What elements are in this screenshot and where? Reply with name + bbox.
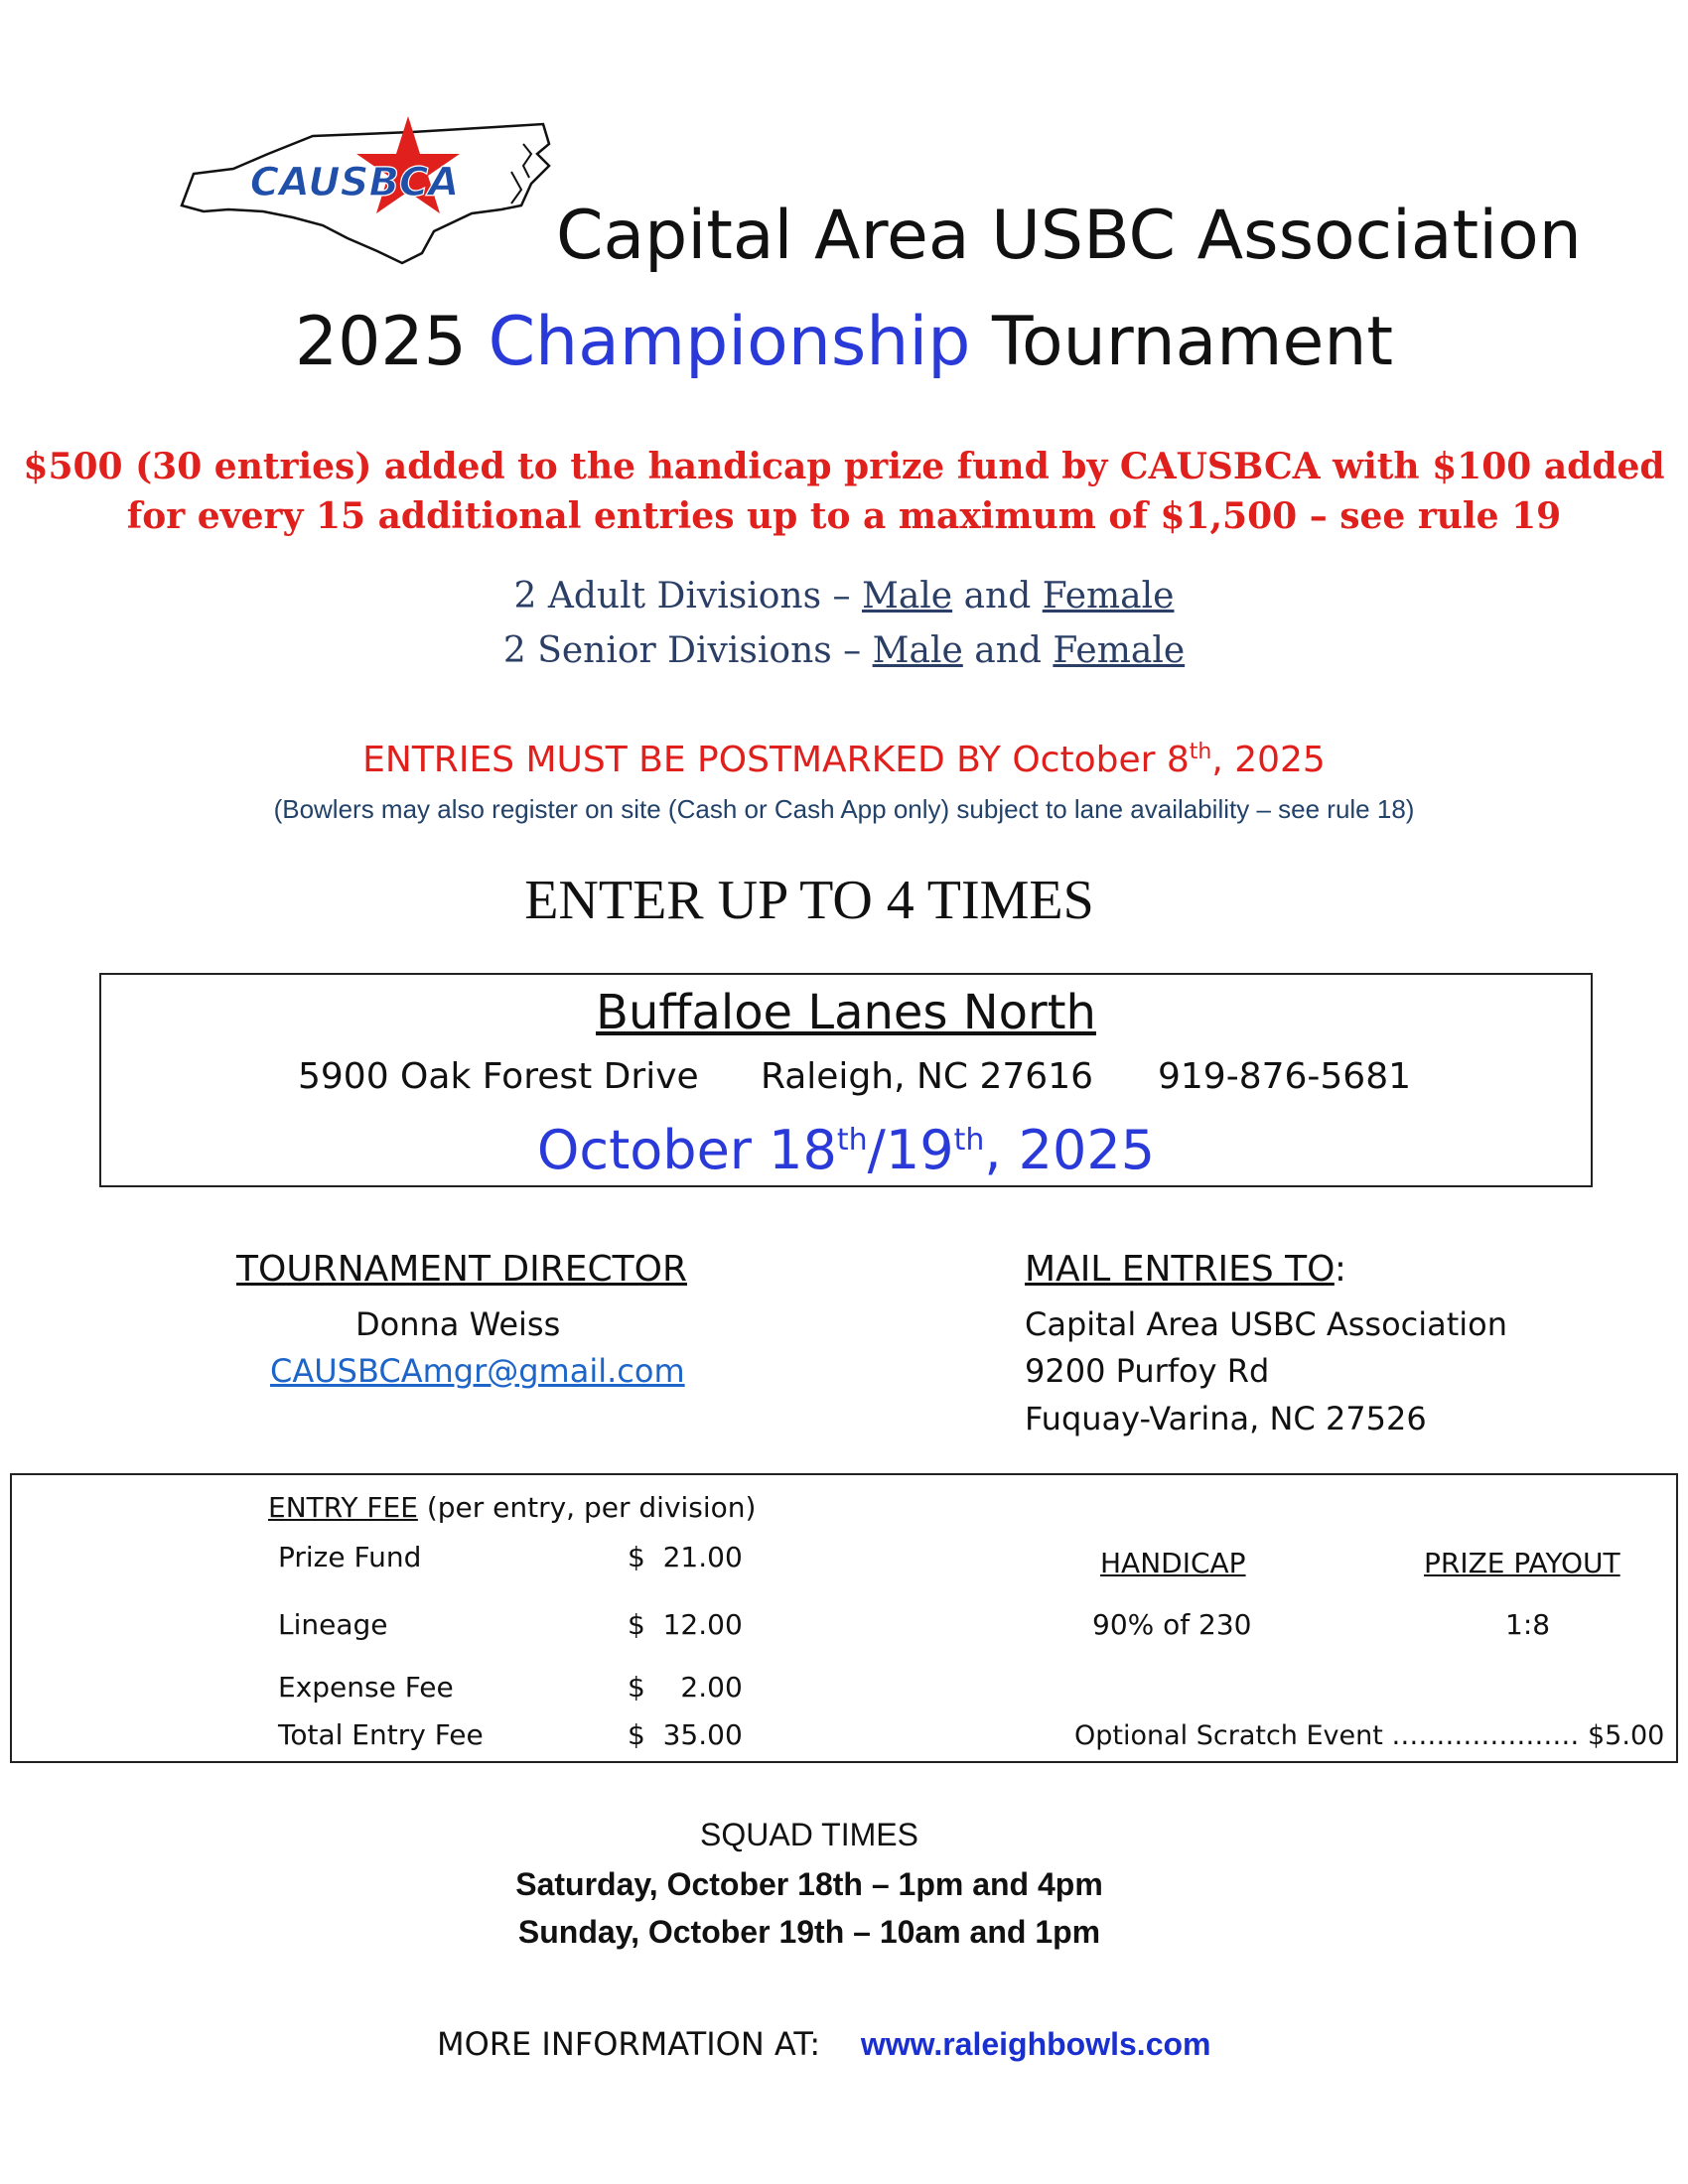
prize-fund-line1: $500 (30 entries) added to the handicap prize fund by CAUSBCA with $100 added (23, 446, 1665, 487)
deadline-suffix: th (1189, 740, 1212, 764)
fee-row-name: Prize Fund (278, 1541, 422, 1573)
date-mid: /19 (867, 1119, 954, 1181)
senior-divisions (0, 630, 1688, 671)
fee-row-name: Lineage (278, 1608, 388, 1641)
optional-scratch-event: Optional Scratch Event ………………… $5.00 (1074, 1720, 1665, 1751)
mail-label-colon: : (1334, 1249, 1346, 1290)
director-name: Donna Weiss (355, 1305, 561, 1343)
fee-row-amount: $ 12.00 (628, 1608, 743, 1641)
senior-and: and (974, 630, 1042, 671)
director-label: TOURNAMENT DIRECTOR (236, 1249, 687, 1290)
venue-box (99, 973, 1593, 1187)
title-highlight: Championship (488, 303, 971, 381)
adult-and: and (963, 576, 1032, 616)
mail-line1: Capital Area USBC Association (1025, 1305, 1508, 1343)
venue-street: 5900 Oak Forest Drive (298, 1056, 699, 1097)
causbca-logo (174, 114, 561, 268)
date-month: October 18 (536, 1119, 837, 1181)
date-year: , 2025 (984, 1119, 1156, 1181)
senior-female: Female (1053, 630, 1186, 671)
adult-female: Female (1042, 576, 1175, 616)
website-link[interactable]: www.raleighbowls.com (860, 2026, 1211, 2062)
adult-divisions (0, 576, 1688, 616)
enter-times-heading: ENTER UP TO 4 TIMES (524, 870, 1094, 931)
deadline-text: ENTRIES MUST BE POSTMARKED BY October 8 (362, 740, 1190, 780)
date-sup2: th (953, 1123, 985, 1158)
senior-male: Male (872, 630, 963, 671)
venue-city: Raleigh, NC 27616 (761, 1056, 1094, 1097)
tournament-dates (101, 1119, 1591, 1181)
squad-times-label: SQUAD TIMES (700, 1817, 918, 1852)
entry-fee-note: (per entry, per division) (426, 1491, 757, 1524)
fee-row-amount: $ 2.00 (628, 1671, 743, 1704)
title-year: 2025 (294, 303, 467, 381)
fee-row-name: Total Entry Fee (278, 1718, 484, 1751)
director-email-link[interactable]: CAUSBCAmgr@gmail.com (270, 1352, 685, 1390)
onsite-registration-note: (Bowlers may also register on site (Cash or Cash App only) subject to lane availability – see rule 18) (273, 794, 1415, 824)
prize-payout-label-text: PRIZE PAYOUT (1424, 1547, 1620, 1579)
adult-divisions-prefix: 2 Adult Divisions – (513, 576, 851, 616)
squad-sunday: Sunday, October 19th – 10am and 1pm (517, 1914, 1101, 1950)
prize-payout-label (1424, 1547, 1620, 1579)
postmark-deadline (0, 740, 1688, 780)
deadline-year: , 2025 (1211, 740, 1326, 780)
handicap-label (1100, 1547, 1246, 1579)
association-title: Capital Area USBC Association (556, 197, 1582, 275)
north-carolina-map-icon (174, 114, 561, 268)
more-info-label: MORE INFORMATION AT: (437, 2025, 821, 2063)
tournament-title (0, 303, 1688, 381)
handicap-label-text: HANDICAP (1100, 1547, 1246, 1579)
fee-row-amount: $ 35.00 (628, 1718, 743, 1751)
fee-row-amount: $ 21.00 (628, 1541, 743, 1573)
senior-divisions-prefix: 2 Senior Divisions – (502, 630, 862, 671)
prize-payout-value: 1:8 (1505, 1608, 1551, 1641)
prize-fund-line2: for every 15 additional entries up to a maximum of $1,500 – see rule 19 (126, 495, 1562, 537)
fee-row-name: Expense Fee (278, 1671, 454, 1704)
entry-fee-heading (268, 1491, 756, 1524)
squad-saturday: Saturday, October 18th – 1pm and 4pm (515, 1866, 1103, 1902)
entry-fee-label: ENTRY FEE (268, 1491, 418, 1524)
mail-line2: 9200 Purfoy Rd (1025, 1352, 1270, 1390)
mail-entries-label (1025, 1249, 1346, 1290)
prize-fund-notice (0, 442, 1688, 541)
mail-label-text: MAIL ENTRIES TO (1025, 1249, 1335, 1290)
handicap-value: 90% of 230 (1092, 1608, 1252, 1641)
adult-male: Male (861, 576, 953, 616)
mail-line3: Fuquay-Varina, NC 27526 (1025, 1400, 1427, 1437)
logo-text: CAUSBCA (249, 160, 460, 205)
venue-name: Buffaloe Lanes North (596, 985, 1096, 1040)
title-rest: Tournament (992, 303, 1394, 381)
venue-phone: 919-876-5681 (1158, 1056, 1412, 1097)
more-information (437, 2025, 1210, 2063)
entry-fee-box (10, 1473, 1678, 1763)
date-sup1: th (836, 1123, 868, 1158)
